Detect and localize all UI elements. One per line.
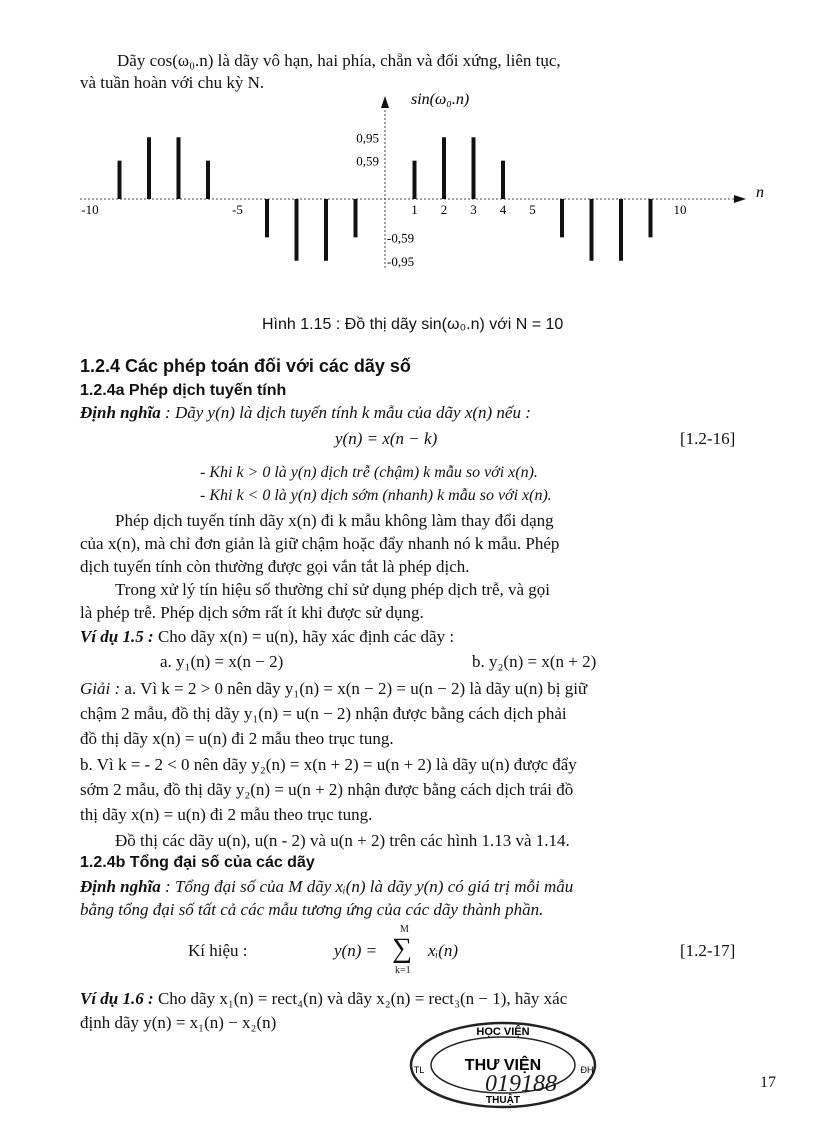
stamp-middle-text: THƯ VIỆN [464, 1057, 542, 1074]
symbol-lhs: y(n) = [334, 941, 378, 960]
chart-title: sin(ω₀.n) [411, 91, 470, 108]
intro-line-2: và tuần hoàn với chu kỳ N. [80, 73, 265, 92]
stamp-bottom-text: THUẬT [486, 1095, 520, 1106]
example-1-6-line-1 [80, 988, 567, 1010]
equation-1-2-16: y(n) = x(n − k) [335, 429, 438, 448]
y-tick-label: 0,95 [356, 130, 379, 146]
example-1-5-part-b: b. y₂(n) = x(n + 2) [472, 652, 597, 671]
example-1-5-part-a: a. y₁(n) = x(n − 2) [160, 652, 284, 671]
y-tick-label: 0,59 [356, 153, 379, 169]
solution-line-6: thị dãy x(n) = u(n) đi 2 mẫu theo trục tung. [80, 805, 373, 824]
x-tick-label: -10 [81, 202, 99, 217]
solution-line-1-text: a. Vì k = 2 > 0 nên dãy y₁(n) = x(n − 2) = u(n − 2) là dãy u(n) bị giữ [124, 679, 588, 698]
sum-upper-limit: M [400, 924, 409, 935]
example-1-6-text: Cho dãy x₁(n) = rect₄(n) và dãy x₂(n) = rect₃(n − 1), hãy xác [157, 989, 568, 1008]
stamp-right-text: ĐH [580, 1065, 594, 1075]
stamp-left-text: TL [413, 1065, 425, 1075]
solution-line-5: sớm 2 mẫu, đồ thị dãy y₂(n) = u(n + 2) nhận được bằng cách dịch trái đồ [80, 780, 574, 799]
definition-a [80, 402, 531, 424]
x-tick-label: 2 [440, 202, 448, 217]
sum-symbol: ∑ [392, 933, 412, 964]
example-1-6-line-2: định dãy y(n) = x₁(n) − x₂(n) [80, 1013, 277, 1032]
subsection-heading-b: 1.2.4b Tổng đại số của các dãy [80, 854, 315, 871]
equation-number-1-2-16: [1.2-16] [680, 429, 736, 448]
intro-line-1: Dãy cos(ω₀.n) là dãy vô hạn, hai phía, chẵn và đối xứng, liên tục, [117, 51, 561, 70]
bullet-delay: - Khi k > 0 là y(n) dịch trễ (chậm) k mẫu so với x(n). [200, 464, 538, 481]
y-axis-arrow [381, 96, 389, 108]
symbol-rhs: xᵢ(n) [428, 941, 459, 960]
definition-a-text: : Dãy y(n) là dịch tuyến tính k mẫu của dãy x(n) nếu : [165, 403, 531, 422]
x-tick-label: -5 [232, 202, 243, 217]
paragraph-2-line-1: Trong xử lý tín hiệu số thường chỉ sử dụng phép dịch trễ, và gọi [115, 580, 551, 599]
figure-caption: Hình 1.15 : Đồ thị dãy sin(ω₀.n) với N = 10 [262, 316, 564, 333]
example-1-6-label: Ví dụ 1.6 : [80, 989, 154, 1008]
bullet-advance: - Khi k < 0 là y(n) dịch sớm (nhanh) k mẫu so với x(n). [200, 487, 552, 504]
x-tick-label: 4 [499, 202, 507, 217]
page-number: 17 [760, 1074, 776, 1091]
library-stamp [405, 1015, 605, 1115]
solution-label: Giải : [80, 679, 121, 698]
paragraph-1-line-3: dịch tuyến tính còn thường được gọi vắn tắt là phép dịch. [80, 557, 470, 576]
paragraph-1-line-2: của x(n), mà chỉ đơn giản là giữ chậm hoặc đẩy nhanh nó k mẫu. Phép [80, 534, 560, 553]
solution-line-1 [80, 678, 587, 700]
x-tick-label: 1 [411, 202, 418, 217]
x-axis-label: n [756, 184, 764, 201]
example-1-5-text: Cho dãy x(n) = u(n), hãy xác định các dãy : [157, 627, 455, 646]
paragraph-1-line-1: Phép dịch tuyến tính dãy x(n) đi k mẫu không làm thay đổi dạng [115, 511, 554, 530]
section-heading: 1.2.4 Các phép toán đối với các dãy số [80, 356, 411, 376]
x-tick-label: 3 [470, 202, 477, 217]
example-1-5 [80, 626, 454, 648]
solution-line-3: đồ thị dãy x(n) = u(n) đi 2 mẫu theo trục tung. [80, 729, 394, 748]
stamp-top-text: HỌC VIỆN [476, 1026, 530, 1038]
x-axis-arrow [734, 195, 746, 203]
x-tick-label: 10 [673, 202, 687, 217]
subsection-heading-a: 1.2.4a Phép dịch tuyến tính [80, 382, 287, 399]
sum-lower-limit: k=1 [395, 965, 411, 976]
definition-b-line-1 [80, 876, 573, 898]
stamp-number: 019188 [485, 1071, 557, 1097]
definition-b-line-2: bằng tổng đại số tất cả các mẫu tương ứng của các dãy thành phần. [80, 900, 544, 919]
equation-number-1-2-17: [1.2-17] [680, 941, 736, 960]
symbol-label: Kí hiệu : [188, 941, 248, 960]
solution-line-7: Đồ thị các dãy u(n), u(n - 2) và u(n + 2) trên các hình 1.13 và 1.14. [115, 831, 570, 850]
definition-b-text: : Tổng đại số của M dãy xᵢ(n) là dãy y(n) có giá trị mỗi mẫu [165, 877, 574, 896]
y-tick-label: -0,95 [387, 253, 415, 269]
paragraph-2-line-2: là phép trễ. Phép dịch sớm rất ít khi được sử dụng. [80, 603, 424, 622]
solution-line-2: chậm 2 mẫu, đồ thị dãy y₁(n) = u(n − 2) nhận được bằng cách dịch phải [80, 704, 567, 723]
x-tick-label: 5 [529, 202, 536, 217]
solution-line-4: b. Vì k = - 2 < 0 nên dãy y₂(n) = x(n + 2) = u(n + 2) là dãy u(n) được đẩy [80, 755, 577, 774]
definition-b-label: Định nghĩa [80, 877, 161, 896]
stem-chart [0, 90, 816, 380]
y-tick-label: -0,59 [387, 230, 415, 246]
definition-a-label: Định nghĩa [80, 403, 161, 422]
example-1-5-label: Ví dụ 1.5 : [80, 627, 154, 646]
